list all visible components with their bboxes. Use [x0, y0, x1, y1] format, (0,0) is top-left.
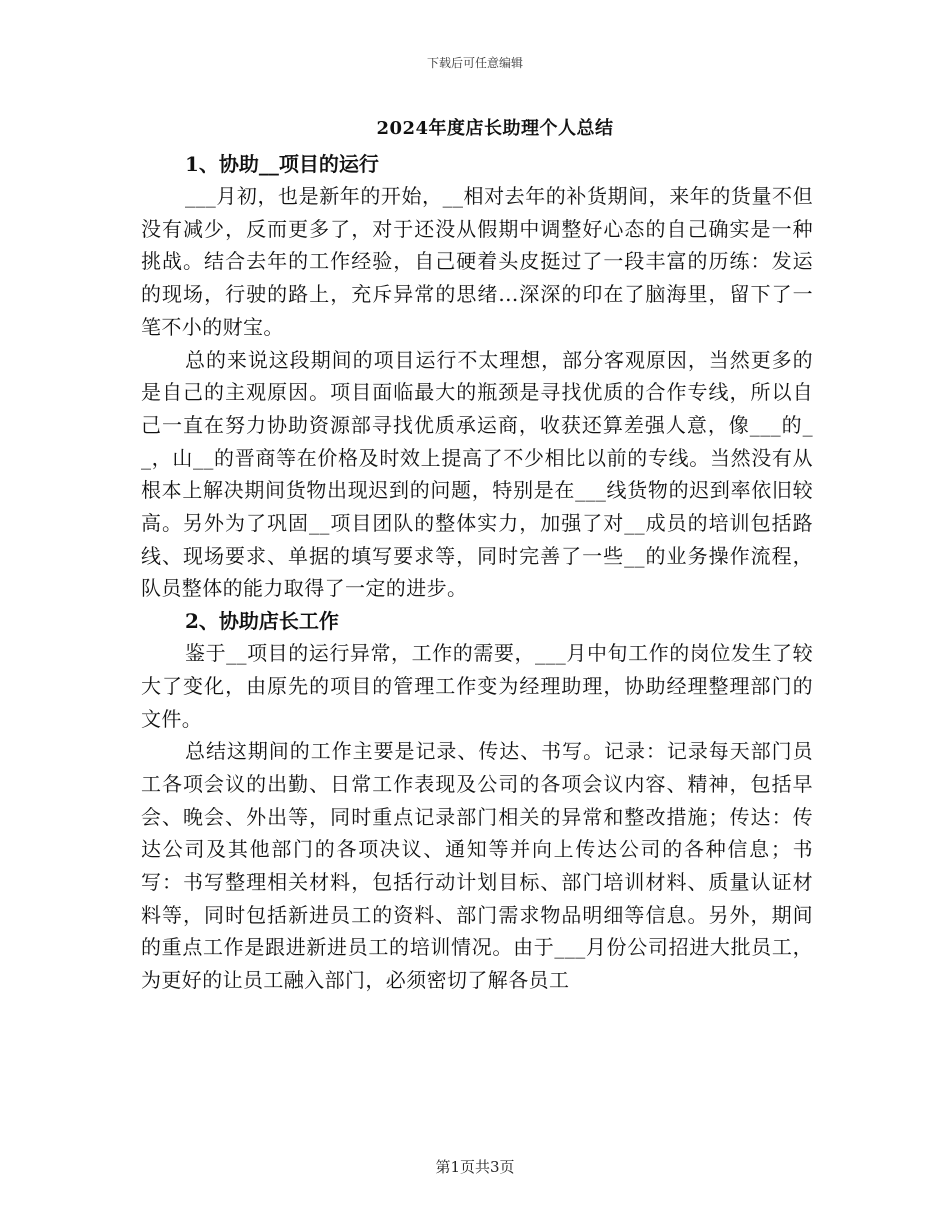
document-body	[141, 148, 813, 997]
page-number-footer: 第1页共3页	[435, 1158, 515, 1176]
section-heading-1: 1、协助__项目的运行	[185, 152, 379, 176]
section-2-paragraph-2: 总结这期间的工作主要是记录、传达、书写。记录：记录每天部门员工各项会议的出勤、日常工作表现及公司的各项会议内容、精神，包括早会、晚会、外出等，同时重点记录部门相关的异常和整改措施；传达：传达公司及其他部门的各项决议、通知等并向上传达公司的各种信息；书写：书写整理相关材料，包括行动计划目标、部门培训材料、质量认证材料等，同时包括新进员工的资料、部门需求物品明细等信息。另外，期间的重点工作是跟进新进员工的培训情况。由于___月份公司招进大批员工，为更好的让员工融入部门，必须密切了解各员工	[141, 739, 813, 993]
section-2-paragraph-1: 鉴于__项目的运行异常，工作的需要，___月中旬工作的岗位发生了较大了变化，由原先的项目的管理工作变为经理助理，协助经理整理部门的文件。	[141, 641, 813, 731]
header-note: 下载后可任意编辑	[426, 56, 523, 70]
section-1-paragraph-1: ___月初，也是新年的开始，__相对去年的补货期间，来年的货量不但没有减少，反而更多了，对于还没从假期中调整好心态的自己确实是一种挑战。结合去年的工作经验，自己硬着头皮挺过了一段丰富的历练：发运的现场，行驶的路上，充斥异常的思绪...深深的印在了脑海里，留下了一笔不小的财宝。	[141, 184, 813, 339]
document-title: 2024年度店长助理个人总结	[376, 118, 614, 139]
section-heading-2: 2、协助店长工作	[185, 609, 339, 634]
section-1-paragraph-2: 总的来说这段期间的项目运行不太理想，部分客观原因，当然更多的是自己的主观原因。项目面临最大的瓶颈是寻找优质的合作专线，所以自己一直在努力协助资源部寻找优质承运商，收获还算差强人意，像___的__，山__的晋商等在价格及时效上提高了不少相比以前的专线。当然没有从根本上解决期间货物出现迟到的问题，特别是在___线货物的迟到率依旧较高。另外为了巩固__项目团队的整体实力，加强了对__成员的培训包括路线、现场要求、单据的填写要求等，同时完善了一些__的业务操作流程，队员整体的能力取得了一定的进步。	[141, 347, 813, 601]
